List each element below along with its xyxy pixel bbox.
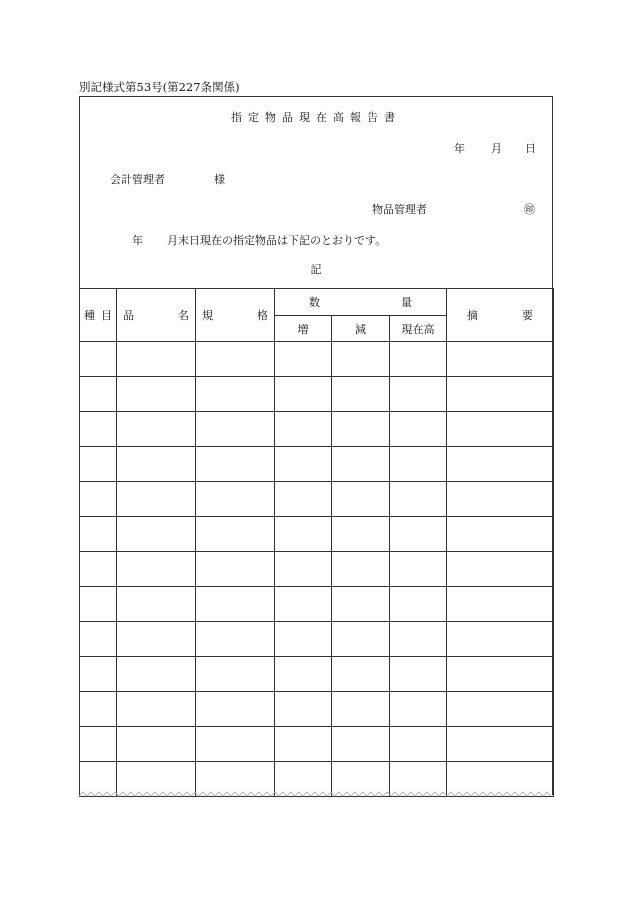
header-quantity-char-2: 量 bbox=[401, 296, 413, 309]
table-cell[interactable] bbox=[390, 517, 447, 552]
header-remarks-char-1: 摘 bbox=[467, 309, 479, 322]
table-cell[interactable] bbox=[80, 412, 117, 447]
header-spec-char-2: 格 bbox=[257, 309, 268, 322]
header-item-name-char-1: 品 bbox=[123, 309, 134, 322]
header-increase: 増 bbox=[275, 316, 332, 342]
table-cell[interactable] bbox=[390, 342, 447, 377]
table-cell[interactable] bbox=[196, 692, 275, 727]
table-cell[interactable] bbox=[332, 587, 390, 622]
table-cell[interactable] bbox=[275, 342, 332, 377]
table-cell[interactable] bbox=[447, 587, 554, 622]
table-cell[interactable] bbox=[275, 412, 332, 447]
table-cell[interactable] bbox=[390, 552, 447, 587]
table-row bbox=[80, 342, 554, 377]
table-cell[interactable] bbox=[196, 412, 275, 447]
table-cell[interactable] bbox=[275, 482, 332, 517]
table-cell[interactable] bbox=[196, 587, 275, 622]
table-cell[interactable] bbox=[275, 447, 332, 482]
header-quantity bbox=[275, 289, 447, 316]
table-cell[interactable] bbox=[447, 447, 554, 482]
table-cell[interactable] bbox=[447, 657, 554, 692]
form-number-label: 別記様式第53号(第227条関係) bbox=[79, 80, 240, 94]
table-cell[interactable] bbox=[117, 622, 196, 657]
table-cell[interactable] bbox=[390, 727, 447, 762]
date-day-label[interactable]: 日 bbox=[525, 142, 536, 155]
table-cell[interactable] bbox=[117, 657, 196, 692]
statement-text: 月末日現在の指定物品は下記のとおりです。 bbox=[167, 234, 387, 247]
table-cell[interactable] bbox=[275, 692, 332, 727]
table-cell[interactable] bbox=[80, 692, 117, 727]
table-cell[interactable] bbox=[332, 622, 390, 657]
table-cell[interactable] bbox=[390, 447, 447, 482]
table-cell[interactable] bbox=[117, 412, 196, 447]
honorific-label: 様 bbox=[214, 173, 225, 186]
table-cell[interactable] bbox=[196, 622, 275, 657]
table-cell[interactable] bbox=[80, 727, 117, 762]
table-cell[interactable] bbox=[447, 517, 554, 552]
table-row bbox=[80, 692, 554, 727]
table-cell[interactable] bbox=[196, 342, 275, 377]
date-month-label[interactable]: 月 bbox=[491, 142, 502, 155]
header-current: 現在高 bbox=[390, 316, 447, 342]
table-cell[interactable] bbox=[332, 377, 390, 412]
header-remarks-char-2: 要 bbox=[522, 309, 534, 322]
table-cell[interactable] bbox=[332, 657, 390, 692]
header-category-char-2: 目 bbox=[101, 309, 112, 322]
table-row bbox=[80, 622, 554, 657]
table-cell[interactable] bbox=[332, 447, 390, 482]
table-cell[interactable] bbox=[332, 342, 390, 377]
table-row bbox=[80, 447, 554, 482]
torn-edge bbox=[79, 790, 553, 798]
table-cell[interactable] bbox=[447, 377, 554, 412]
date-year-label[interactable]: 年 bbox=[454, 142, 465, 155]
table-cell[interactable] bbox=[390, 482, 447, 517]
table-cell[interactable] bbox=[275, 657, 332, 692]
form-title: 指定物品現在高報告書 bbox=[231, 111, 401, 124]
table-row bbox=[80, 517, 554, 552]
report-form bbox=[79, 96, 553, 795]
table-row bbox=[80, 482, 554, 517]
table-cell[interactable] bbox=[80, 622, 117, 657]
table-cell[interactable] bbox=[117, 482, 196, 517]
table-cell[interactable] bbox=[80, 377, 117, 412]
statement-year-label: 年 bbox=[132, 234, 143, 247]
table-cell[interactable] bbox=[196, 482, 275, 517]
header-quantity-char-1: 数 bbox=[309, 296, 320, 309]
table-cell[interactable] bbox=[447, 342, 554, 377]
header-item-name bbox=[117, 289, 196, 342]
table-cell[interactable] bbox=[80, 447, 117, 482]
table-cell[interactable] bbox=[196, 657, 275, 692]
table-cell[interactable] bbox=[447, 482, 554, 517]
sender-label: 物品管理者 bbox=[372, 203, 427, 216]
table-cell[interactable] bbox=[275, 587, 332, 622]
table-cell[interactable] bbox=[117, 447, 196, 482]
table-cell[interactable] bbox=[332, 517, 390, 552]
table-cell[interactable] bbox=[275, 727, 332, 762]
table-cell[interactable] bbox=[332, 552, 390, 587]
table-row bbox=[80, 587, 554, 622]
ki-label: 記 bbox=[310, 263, 322, 276]
header-category bbox=[80, 289, 117, 342]
table-cell[interactable] bbox=[275, 622, 332, 657]
table-cell[interactable] bbox=[117, 552, 196, 587]
table-cell[interactable] bbox=[80, 342, 117, 377]
inventory-table bbox=[79, 288, 554, 797]
table-cell[interactable] bbox=[332, 727, 390, 762]
table-cell[interactable] bbox=[196, 447, 275, 482]
table-cell[interactable] bbox=[447, 727, 554, 762]
table-cell[interactable] bbox=[117, 727, 196, 762]
table-cell[interactable] bbox=[390, 412, 447, 447]
table-cell[interactable] bbox=[332, 482, 390, 517]
table-cell[interactable] bbox=[196, 552, 275, 587]
seal-mark: ㊞ bbox=[524, 203, 535, 216]
table-row bbox=[80, 657, 554, 692]
header-category-char-1: 種 bbox=[84, 309, 95, 322]
table-cell[interactable] bbox=[196, 727, 275, 762]
table-cell[interactable] bbox=[80, 482, 117, 517]
table-cell[interactable] bbox=[117, 587, 196, 622]
table-cell[interactable] bbox=[196, 377, 275, 412]
table-cell[interactable] bbox=[332, 692, 390, 727]
table-cell[interactable] bbox=[447, 412, 554, 447]
table-cell[interactable] bbox=[332, 412, 390, 447]
table-cell[interactable] bbox=[275, 517, 332, 552]
table-cell[interactable] bbox=[447, 692, 554, 727]
header-item-name-char-2: 名 bbox=[178, 309, 189, 322]
table-row bbox=[80, 727, 554, 762]
table-cell[interactable] bbox=[275, 552, 332, 587]
table-cell[interactable] bbox=[117, 517, 196, 552]
table-cell[interactable] bbox=[390, 377, 447, 412]
table-cell[interactable] bbox=[80, 552, 117, 587]
table-row bbox=[80, 412, 554, 447]
table-cell[interactable] bbox=[390, 622, 447, 657]
table-row bbox=[80, 552, 554, 587]
table-cell[interactable] bbox=[117, 377, 196, 412]
addressee-label: 会計管理者 bbox=[110, 173, 165, 186]
table-cell[interactable] bbox=[390, 587, 447, 622]
table-cell[interactable] bbox=[447, 622, 554, 657]
table-cell[interactable] bbox=[196, 517, 275, 552]
table-cell[interactable] bbox=[117, 692, 196, 727]
table-cell[interactable] bbox=[390, 692, 447, 727]
header-spec-char-1: 規 bbox=[202, 309, 213, 322]
table-cell[interactable] bbox=[275, 377, 332, 412]
header-spec bbox=[196, 289, 275, 342]
table-row bbox=[80, 377, 554, 412]
table-cell[interactable] bbox=[80, 517, 117, 552]
table-cell[interactable] bbox=[447, 552, 554, 587]
header-remarks bbox=[447, 289, 554, 342]
table-cell[interactable] bbox=[80, 657, 117, 692]
table-cell[interactable] bbox=[117, 342, 196, 377]
table-cell[interactable] bbox=[390, 657, 447, 692]
header-decrease: 減 bbox=[332, 316, 390, 342]
table-cell[interactable] bbox=[80, 587, 117, 622]
